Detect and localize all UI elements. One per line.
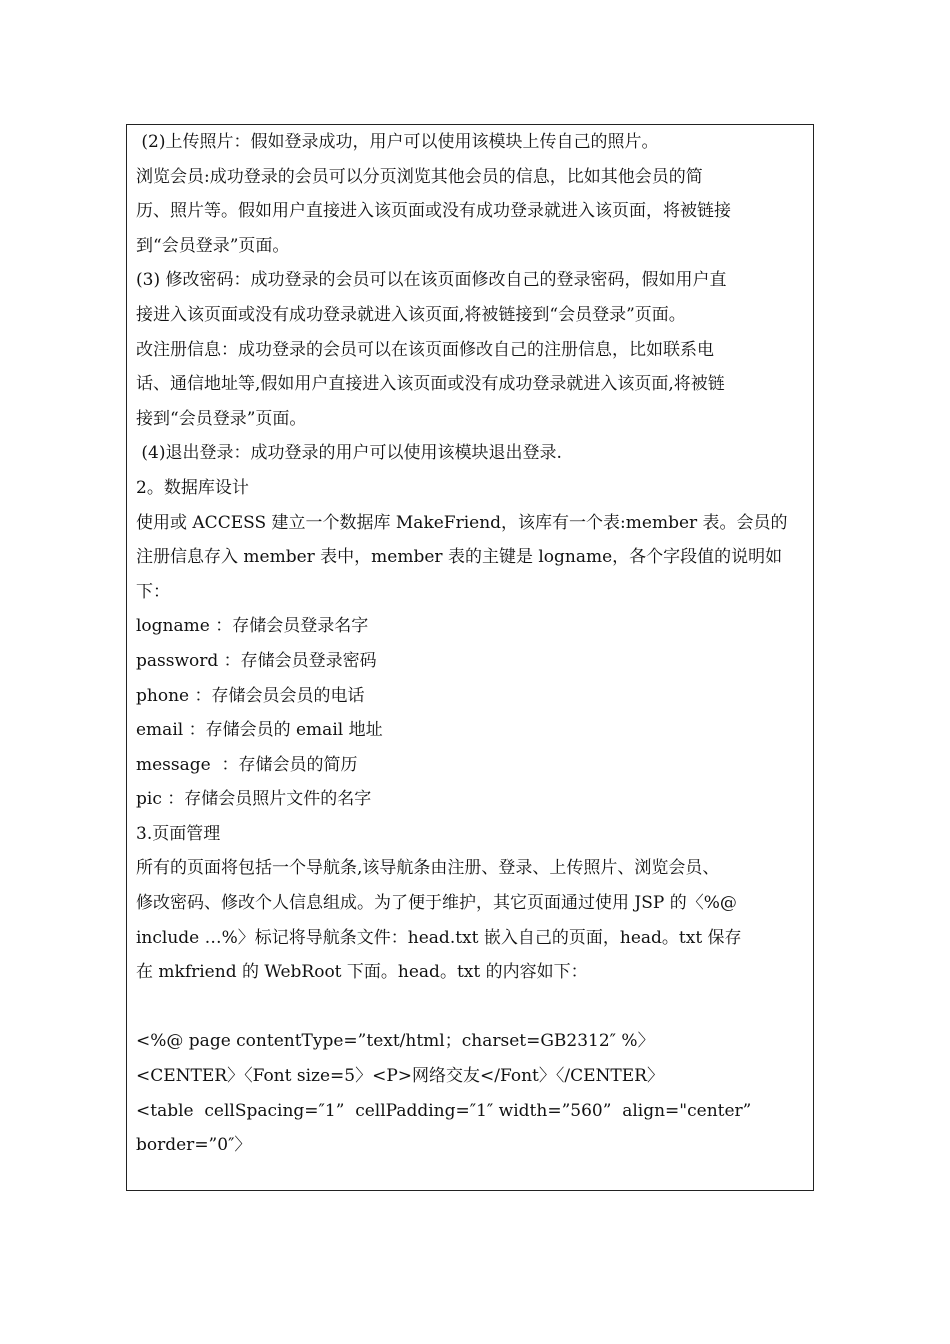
section-heading: 3.页面管理 xyxy=(136,823,221,844)
doc-line: 所有的页面将包括一个导航条,该导航条由注册、登录、上传照片、浏览会员、 xyxy=(136,858,720,879)
code-line: border=”0″〉 xyxy=(136,1135,252,1156)
section-heading: 2。数据库设计 xyxy=(136,477,249,498)
field-description: email ：存储会员的 email 地址 xyxy=(136,720,383,741)
doc-line: 下： xyxy=(136,581,170,602)
doc-line: (3) 修改密码：成功登录的会员可以在该页面修改自己的登录密码，假如用户直 xyxy=(136,270,727,291)
field-description: message ：存储会员的简历 xyxy=(136,754,358,775)
doc-line: include …%〉标记将导航条文件：head.txt 嵌入自己的页面，head。txt 保存 xyxy=(136,927,742,948)
field-description: logname ：存储会员登录名字 xyxy=(136,616,369,637)
doc-line: (2)上传照片：假如登录成功，用户可以使用该模块上传自己的照片。 xyxy=(136,132,659,152)
doc-line: 到“会员登录”页面。 xyxy=(136,235,290,256)
code-line: <%@ page contentType=”text/html；charset=GB2312″ %〉 xyxy=(136,1031,655,1052)
document-box xyxy=(126,124,814,1191)
doc-line: (4)退出登录：成功登录的用户可以使用该模块退出登录. xyxy=(136,443,562,464)
code-line: <CENTER〉〈Font size=5〉<P>网络交友</Font〉〈/CENTER〉 xyxy=(136,1066,664,1087)
document-content xyxy=(136,125,808,1163)
doc-line: 接进入该页面或没有成功登录就进入该页面,将被链接到“会员登录”页面。 xyxy=(136,304,686,325)
doc-line: 修改密码、修改个人信息组成。为了便于维护，其它页面通过使用 JSP 的〈%@ xyxy=(136,893,737,914)
doc-line: 改注册信息：成功登录的会员可以在该页面修改自己的注册信息，比如联系电 xyxy=(136,339,714,360)
field-description: password ：存储会员登录密码 xyxy=(136,650,377,671)
blank-line xyxy=(136,990,808,1025)
doc-line: 历、照片等。假如用户直接进入该页面或没有成功登录就进入该页面，将被链接 xyxy=(136,201,731,222)
doc-line: 注册信息存入 member 表中，member 表的主键是 logname，各个字段值的说明如 xyxy=(136,547,783,568)
field-description: phone ：存储会员会员的电话 xyxy=(136,685,365,706)
doc-line: 接到“会员登录”页面。 xyxy=(136,408,307,429)
doc-line: 浏览会员:成功登录的会员可以分页浏览其他会员的信息，比如其他会员的简 xyxy=(136,166,703,187)
code-line: <table cellSpacing=″1” cellPadding=″1″ width=”560” align="center” xyxy=(136,1100,752,1121)
doc-line: 使用或 ACCESS 建立一个数据库 MakeFriend，该库有一个表:member 表。会员的 xyxy=(136,512,788,533)
doc-line: 在 mkfriend 的 WebRoot 下面。head。txt 的内容如下： xyxy=(136,962,588,983)
field-description: pic ：存储会员照片文件的名字 xyxy=(136,789,372,810)
doc-line: 话、通信地址等,假如用户直接进入该页面或没有成功登录就进入该页面,将被链 xyxy=(136,374,725,395)
